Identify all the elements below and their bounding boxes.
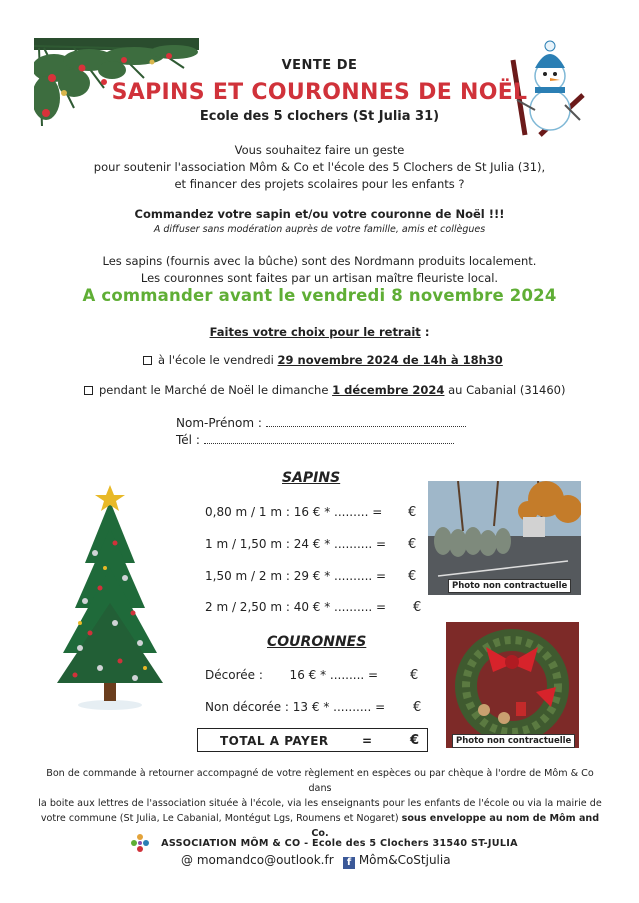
phone-input-line[interactable] bbox=[204, 434, 454, 444]
photo-caption: Photo non contractuelle bbox=[448, 579, 571, 593]
total-box[interactable] bbox=[197, 728, 428, 752]
facebook-text[interactable]: Môm&CoStjulia bbox=[358, 853, 451, 867]
email-text[interactable]: momandco@outlook.fr bbox=[196, 853, 334, 867]
pickup-title bbox=[0, 325, 639, 339]
order-deadline: A commander avant le vendredi 8 novembre 2024 bbox=[82, 286, 557, 305]
footer-text: votre commune (St Julia, Le Cabanial, Montégut Lgs, Roumens et Nogaret) bbox=[40, 813, 402, 824]
pickup-option-market[interactable] bbox=[84, 383, 565, 397]
product-info bbox=[0, 253, 639, 287]
footer-line bbox=[38, 811, 602, 841]
footer-bold: sous enveloppe au nom de Môm and Co. bbox=[311, 813, 600, 839]
sapin-euro: € bbox=[408, 505, 417, 520]
total-label: TOTAL A PAYER bbox=[220, 734, 329, 748]
total-equals: = bbox=[362, 734, 373, 748]
return-instructions bbox=[38, 766, 602, 841]
kicker-text: VENTE DE bbox=[281, 58, 358, 73]
sapin-row: 1,50 m / 2 m : 29 € * .......... = bbox=[205, 569, 387, 583]
intro-line: Vous souhaitez faire un geste bbox=[234, 143, 405, 157]
sapin-euro: € bbox=[413, 600, 422, 615]
page-title: SAPINS ET COURONNES DE NOËL bbox=[111, 80, 528, 105]
checkbox-market[interactable] bbox=[84, 386, 93, 395]
couronne-row: Non décorée : 13 € * .......... = bbox=[205, 700, 386, 714]
intro-paragraph bbox=[0, 142, 639, 193]
phone-field[interactable] bbox=[176, 433, 454, 447]
couronne-euro: € bbox=[413, 700, 422, 715]
footer-line: la boite aux lettres de l'association située à l'école, via les enseignants pour les enfants de l'école ou via la mairie de bbox=[38, 798, 602, 809]
option-date: 29 novembre 2024 de 14h à 18h30 bbox=[277, 353, 503, 367]
trees-photo-image bbox=[428, 481, 581, 595]
diffusion-note: A diffuser sans modération auprès de votre famille, amis et collègues bbox=[153, 224, 486, 235]
sapin-row: 1 m / 1,50 m : 24 € * .......... = bbox=[205, 537, 387, 551]
option-place: au Cabanial (31460) bbox=[444, 383, 566, 397]
email-contact[interactable] bbox=[181, 853, 334, 867]
info-line: Les couronnes sont faites par un artisan maître fleuriste local. bbox=[140, 271, 499, 285]
pickup-title-text: Faites votre choix pour le retrait bbox=[209, 325, 421, 339]
facebook-icon: f bbox=[343, 857, 355, 869]
wreath-photo bbox=[446, 622, 579, 748]
sapin-euro: € bbox=[408, 569, 417, 584]
sapin-row: 0,80 m / 1 m : 16 € * ......... = bbox=[205, 505, 383, 519]
footer-line: Bon de commande à retourner accompagné de votre règlement en espèces ou par chèque à l'ordre de Môm & Co dans bbox=[46, 768, 594, 794]
at-icon: @ bbox=[181, 853, 193, 867]
sapins-title: SAPINS bbox=[282, 470, 341, 486]
intro-line: et financer des projets scolaires pour les enfants ? bbox=[174, 177, 465, 191]
trees-photo bbox=[428, 481, 581, 595]
christmas-tree-illustration bbox=[55, 483, 165, 713]
order-call: Commandez votre sapin et/ou votre couronne de Noël !!! bbox=[134, 207, 505, 221]
checkbox-school[interactable] bbox=[143, 356, 152, 365]
association-line: ASSOCIATION MÔM & CO - Ecole des 5 Clochers 31540 ST-JULIA bbox=[161, 838, 518, 849]
couronne-euro: € bbox=[410, 668, 419, 683]
wreath-photo-image bbox=[446, 622, 579, 748]
sapin-row: 2 m / 2,50 m : 40 € * .......... = bbox=[205, 600, 387, 614]
couronnes-title: COURONNES bbox=[267, 634, 367, 650]
phone-label: Tél : bbox=[176, 433, 200, 447]
photo-caption: Photo non contractuelle bbox=[452, 734, 575, 748]
total-euro: € bbox=[410, 733, 420, 748]
name-field[interactable] bbox=[176, 416, 466, 430]
option-text: à l'école le vendredi bbox=[158, 353, 278, 367]
option-date: 1 décembre 2024 bbox=[332, 383, 445, 397]
sapin-euro: € bbox=[408, 537, 417, 552]
option-text: pendant le Marché de Noël le dimanche bbox=[99, 383, 333, 397]
intro-line: pour soutenir l'association Môm & Co et l'école des 5 Clochers de St Julia (31), bbox=[93, 160, 546, 174]
facebook-contact[interactable] bbox=[343, 853, 451, 869]
pickup-option-school[interactable] bbox=[143, 353, 503, 367]
name-label: Nom-Prénom : bbox=[176, 416, 262, 430]
couronne-row: Décorée : 16 € * ......... = bbox=[205, 668, 379, 682]
school-subtitle: Ecole des 5 clochers (St Julia 31) bbox=[199, 109, 440, 124]
name-input-line[interactable] bbox=[266, 417, 466, 427]
info-line: Les sapins (fournis avec la bûche) sont des Nordmann produits localement. bbox=[102, 254, 537, 268]
pickup-title-colon: : bbox=[420, 325, 430, 339]
